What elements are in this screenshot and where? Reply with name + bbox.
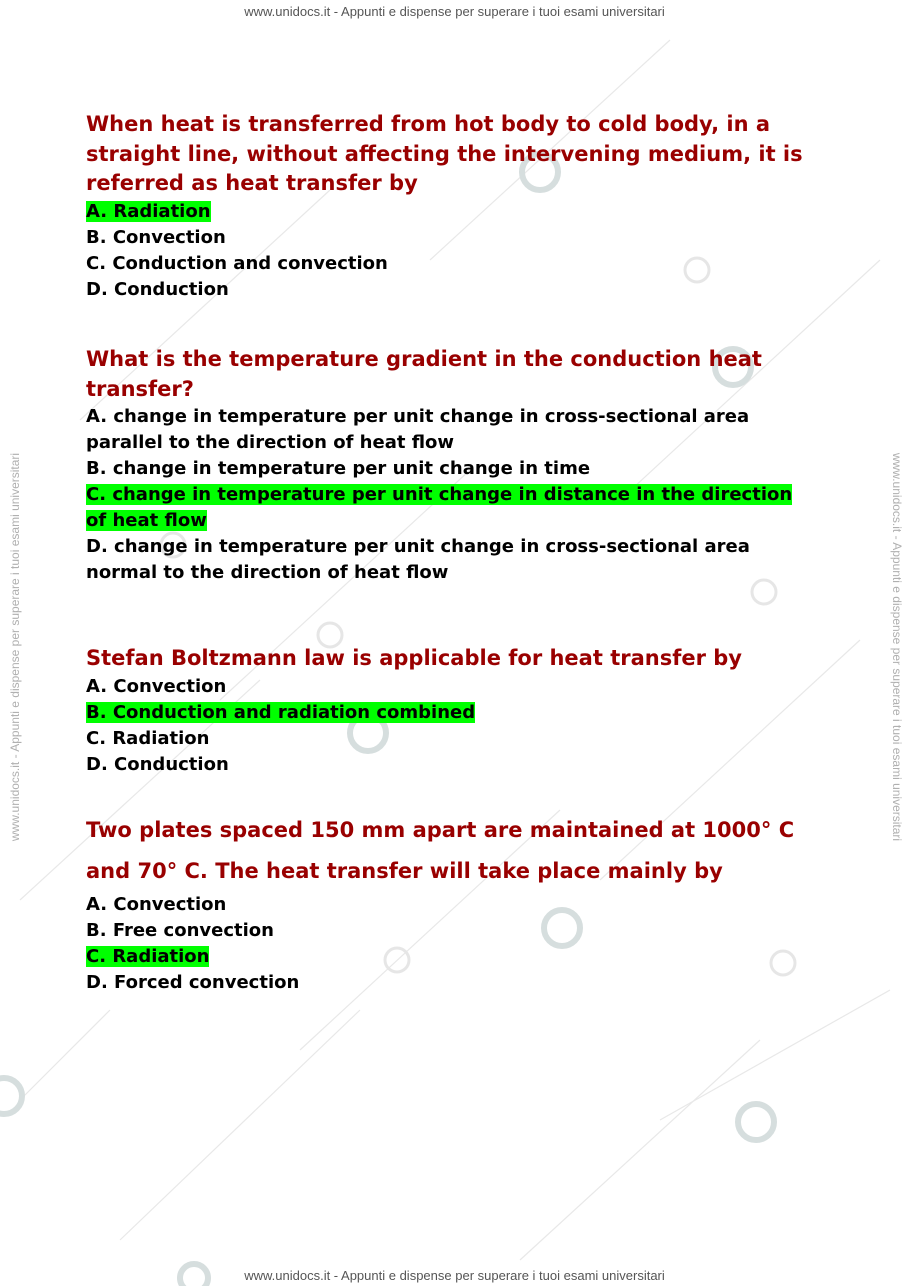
- question-block-1: [86, 110, 816, 303]
- question-text: Stefan Boltzmann law is applicable for heat transfer by: [86, 646, 742, 670]
- option-a-correct: A. Radiation: [86, 200, 211, 222]
- option-a: A. Convection: [86, 894, 227, 915]
- watermark-footer: www.unidocs.it - Appunti e dispense per superare i tuoi esami universitari: [244, 1268, 665, 1283]
- option-a: A. Convection: [86, 675, 227, 697]
- question-text: Two plates spaced 150 mm apart are maintained at 1000° C and 70° C. The heat transfer will take place mainly by: [86, 818, 795, 883]
- question-text: What is the temperature gradient in the conduction heat transfer?: [86, 347, 762, 401]
- option-a: A. change in temperature per unit change in cross-sectional area parallel to the direction of heat flow: [86, 406, 750, 453]
- question-block-3: [86, 644, 742, 778]
- option-d: D. Conduction: [86, 278, 229, 300]
- question-text: When heat is transferred from hot body to cold body, in a straight line, without affecting the intervening medium, it is referred as heat transfer by: [86, 112, 803, 195]
- question-block-2: [86, 345, 816, 586]
- option-b-correct: B. Conduction and radiation combined: [86, 701, 476, 723]
- option-c: C. Conduction and convection: [86, 252, 388, 274]
- watermark-header: www.unidocs.it - Appunti e dispense per superare i tuoi esami universitari: [244, 4, 665, 19]
- option-d: D. Conduction: [86, 753, 229, 775]
- watermark-side-left: www.unidocs.it - Appunti e dispense per superare i tuoi esami universitari: [8, 452, 22, 842]
- option-b: B. change in temperature per unit change in time: [86, 458, 591, 479]
- option-b: B. Free convection: [86, 920, 274, 941]
- option-d: D. Forced convection: [86, 972, 300, 993]
- option-c-correct: C. change in temperature per unit change in distance in the direction of heat flow: [86, 484, 793, 531]
- option-b: B. Convection: [86, 226, 226, 248]
- question-block-4: [86, 810, 816, 996]
- watermark-side-right: www.unidocs.it - Appunti e dispense per superare i tuoi esami universitari: [890, 452, 904, 842]
- option-d: D. change in temperature per unit change in cross-sectional area normal to the direction of heat flow: [86, 536, 750, 583]
- option-c-correct: C. Radiation: [86, 946, 210, 967]
- option-c: C. Radiation: [86, 727, 210, 749]
